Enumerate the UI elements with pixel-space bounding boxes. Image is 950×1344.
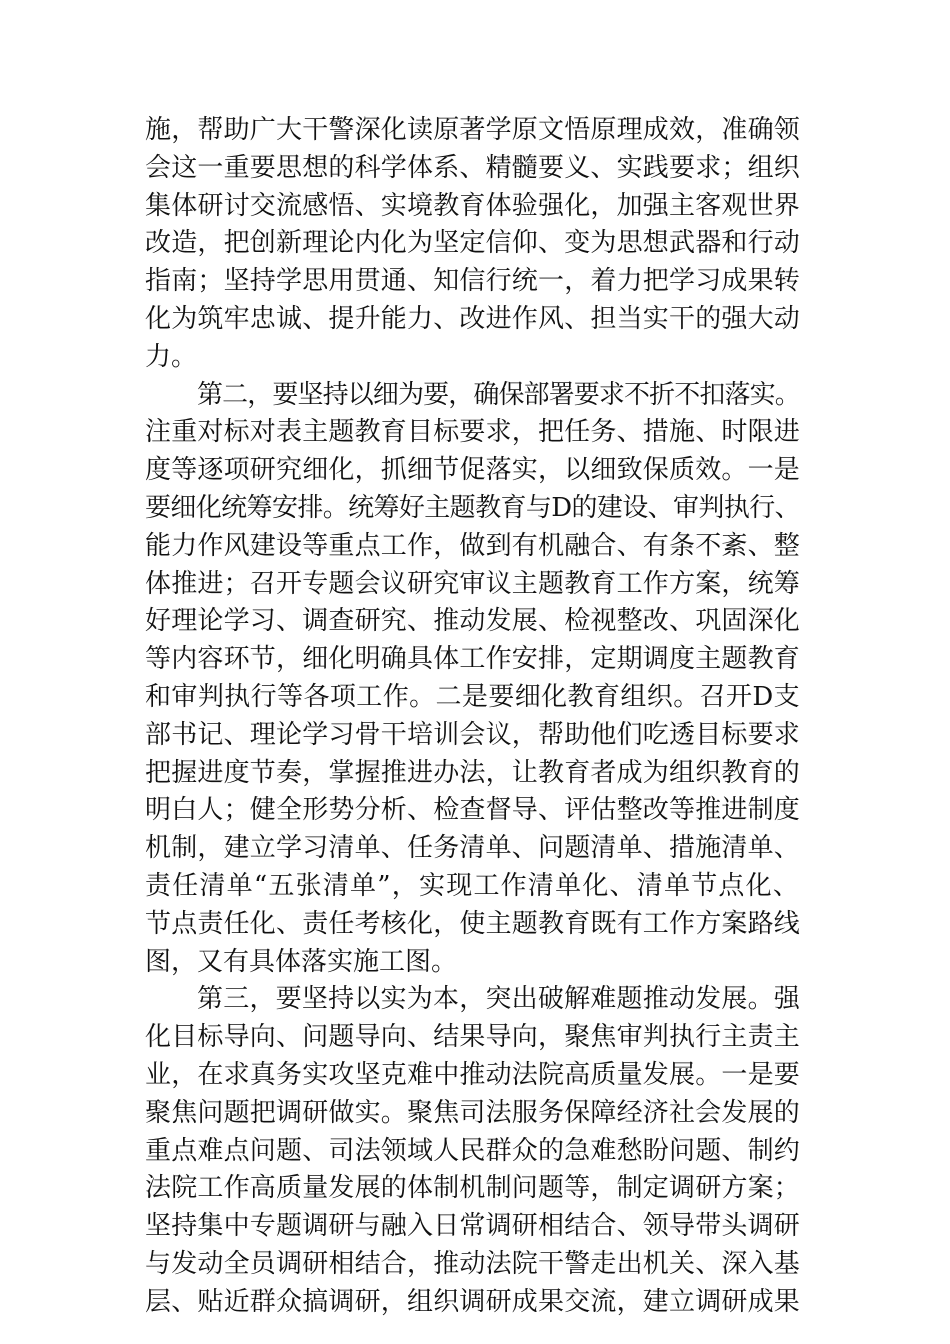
text-line: 聚焦问题把调研做实。聚焦司法服务保障经济社会发展的 xyxy=(145,1097,801,1128)
text-line: 图，又有具体落实施工图。 xyxy=(145,946,458,977)
text-line: 化为筑牢忠诚、提升能力、改进作风、担当实干的强大动 xyxy=(145,303,801,334)
text-line: 注重对标对表主题教育目标要求，把任务、措施、时限进 xyxy=(145,417,801,448)
text-line: 重点难点问题、司法领域人民群众的急难愁盼问题、制约 xyxy=(145,1135,801,1166)
text-line: 层、贴近群众搞调研，组织调研成果交流，建立调研成果 xyxy=(145,1286,801,1317)
text-line: 施，帮助广大干警深化读原著学原文悟原理成效，准确领 xyxy=(145,115,801,145)
text-line: 化目标导向、问题导向、结果导向，聚焦审判执行主责主 xyxy=(145,1022,801,1053)
text-line: 能力作风建设等重点工作，做到有机融合、有条不紊、整 xyxy=(145,530,801,561)
text-line: 度等逐项研究细化，抓细节促落实，以细致保质效。一是 xyxy=(145,455,801,486)
text-line: 体推进；召开专题会议研究审议主题教育工作方案，统筹 xyxy=(145,568,801,599)
text-line: 节点责任化、责任考核化，使主题教育既有工作方案路线 xyxy=(145,908,801,939)
text-line: 明白人；健全形势分析、检查督导、评估整改等推进制度 xyxy=(145,795,801,826)
text-line: 要细化统筹安排。统筹好主题教育与D的建设、审判执行、 xyxy=(145,492,800,523)
text-line: 部书记、理论学习骨干培训会议，帮助他们吃透目标要求 xyxy=(145,719,801,750)
text-line: 与发动全员调研相结合，推动法院干警走出机关、深入基 xyxy=(145,1248,801,1279)
text-line: 法院工作高质量发展的体制机制问题等，制定调研方案； xyxy=(145,1173,801,1204)
text-line: 业，在求真务实攻坚克难中推动法院高质量发展。一是要 xyxy=(145,1059,801,1090)
text-line: 机制，建立学习清单、任务清单、问题清单、措施清单、 xyxy=(145,833,801,864)
paragraph-first-line: 第二，要坚持以细为要，确保部署要求不折不扣落实。 xyxy=(197,379,800,410)
text-line: 责任清单“五张清单”，实现工作清单化、清单节点化、 xyxy=(145,870,801,901)
text-line: 等内容环节，细化明确具体工作安排，定期调度主题教育 xyxy=(145,644,801,675)
text-line: 力。 xyxy=(145,341,198,372)
text-line: 改造，把创新理论内化为坚定信仰、变为思想武器和行动 xyxy=(145,228,801,259)
text-line: 指南；坚持学思用贯通、知信行统一，着力把学习成果转 xyxy=(145,266,801,297)
text-line: 坚持集中专题调研与融入日常调研相结合、领导带头调研 xyxy=(145,1211,801,1242)
body-text xyxy=(145,112,825,1322)
text-line: 把握进度节奏，掌握推进办法，让教育者成为组织教育的 xyxy=(145,757,801,788)
text-line: 集体研讨交流感悟、实境教育体验强化，加强主客观世界 xyxy=(145,190,801,221)
text-line: 和审判执行等各项工作。二是要细化教育组织。召开D支 xyxy=(145,681,801,712)
text-line: 会这一重要思想的科学体系、精髓要义、实践要求；组织 xyxy=(145,152,801,183)
text-line: 好理论学习、调查研究、推动发展、检视整改、巩固深化 xyxy=(145,606,801,637)
paragraph-first-line: 第三，要坚持以实为本，突出破解难题推动发展。强 xyxy=(197,984,801,1015)
